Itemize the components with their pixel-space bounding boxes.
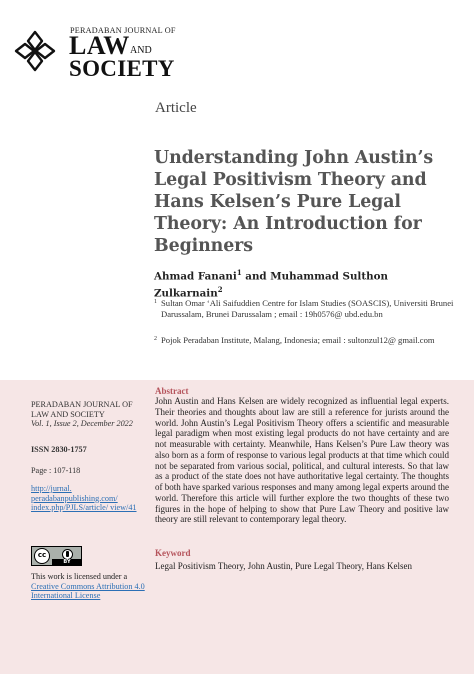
author-2-affiliation-mark: 2 (217, 285, 223, 295)
logo-society: SOCIETY (69, 56, 175, 81)
sidebar-journal-name: PERADABAN JOURNAL OF LAW AND SOCIETY (31, 400, 133, 419)
affiliation-1-number: 1 (154, 299, 157, 305)
keywords-heading: Keyword (155, 548, 191, 558)
license-link[interactable]: Creative Commons Attribution 4.0 International License (31, 581, 145, 601)
publication-sidebar (31, 400, 141, 513)
author-list (154, 266, 454, 301)
logo-law: LAW (69, 31, 130, 60)
author-1-name: Ahmad Fanani (154, 270, 237, 283)
sidebar-issn: ISSN 2830-1757 (31, 445, 87, 454)
license-text: This work is licensed under a (31, 572, 128, 581)
affiliation-2 (154, 335, 454, 346)
abstract-body: John Austin and Hans Kelsen are widely recognized as influential legal experts. Their theories and thoughts about law are still a reference for jurists around the world. John Austin’s Legal Positivism Theory offers a scientific and measurable legal paradigm when most existing legal products do not have certainty and are not measurable with certainty. Meanwhile, Hans Kelsen’s Pure Law theory was also born as a form of response to various legal products at that time which could not be separated from various social, political, and cultural interests. So that law as a product of the state does not have authoritative legal certainty. The thoughts of both have sparked various responses and many among legal experts around the world. Therefore this article will further explore the two thoughts of these two figures in the hope of helping to show that Pure Law Theory and positive law theory are still relevant to contemporary legal theory. (155, 396, 449, 525)
keywords-body: Legal Positivism Theory, John Austin, Pure Legal Theory, Hans Kelsen (155, 561, 412, 571)
journal-emblem-icon (12, 28, 58, 74)
person-figure-icon (66, 551, 69, 557)
sidebar-volume: Vol. 1, Issue 2, December 2022 (31, 419, 133, 429)
license-statement (31, 572, 146, 601)
article-type-label: Article (155, 100, 197, 116)
affiliation-1 (154, 298, 454, 320)
logo-top-line: PERADABAN JOURNAL OF (70, 26, 176, 35)
affiliation-1-text: Sultan Omar ‘Ali Saifuddien Centre for Islam Studies (SOASCIS), Universiti Brunei Darussalam, Brunei Darussalam ; email : 19h0576@ ubd.edu.bn (161, 298, 454, 319)
sidebar-page-range: Page : 107-118 (31, 466, 81, 475)
article-url-link[interactable]: http://jurnal. peradabanpublishing.com/ index.php/PJLS/article/ view/41 (31, 484, 137, 513)
article-title: Understanding John Austin’s Legal Positivism Theory and Hans Kelsen’s Pure Legal Theory: An Introduction for Beginners (154, 148, 434, 256)
cc-logo-icon: cc (34, 548, 50, 564)
cc-by-badge[interactable] (31, 546, 82, 566)
author-2-name: Zulkarnain (154, 287, 218, 300)
journal-logo (12, 26, 176, 82)
affiliation-2-text: Pojok Peradaban Institute, Malang, Indonesia; email : sultonzul12@ gmail.com (161, 335, 435, 345)
affiliation-2-number: 2 (154, 336, 157, 342)
by-label: BY (52, 559, 82, 566)
logo-and: AND (130, 45, 152, 56)
author-conjunction: and Muhammad Sulthon (241, 270, 388, 283)
author-1-affiliation-mark: 1 (236, 268, 242, 277)
abstract-heading: Abstract (155, 386, 189, 396)
